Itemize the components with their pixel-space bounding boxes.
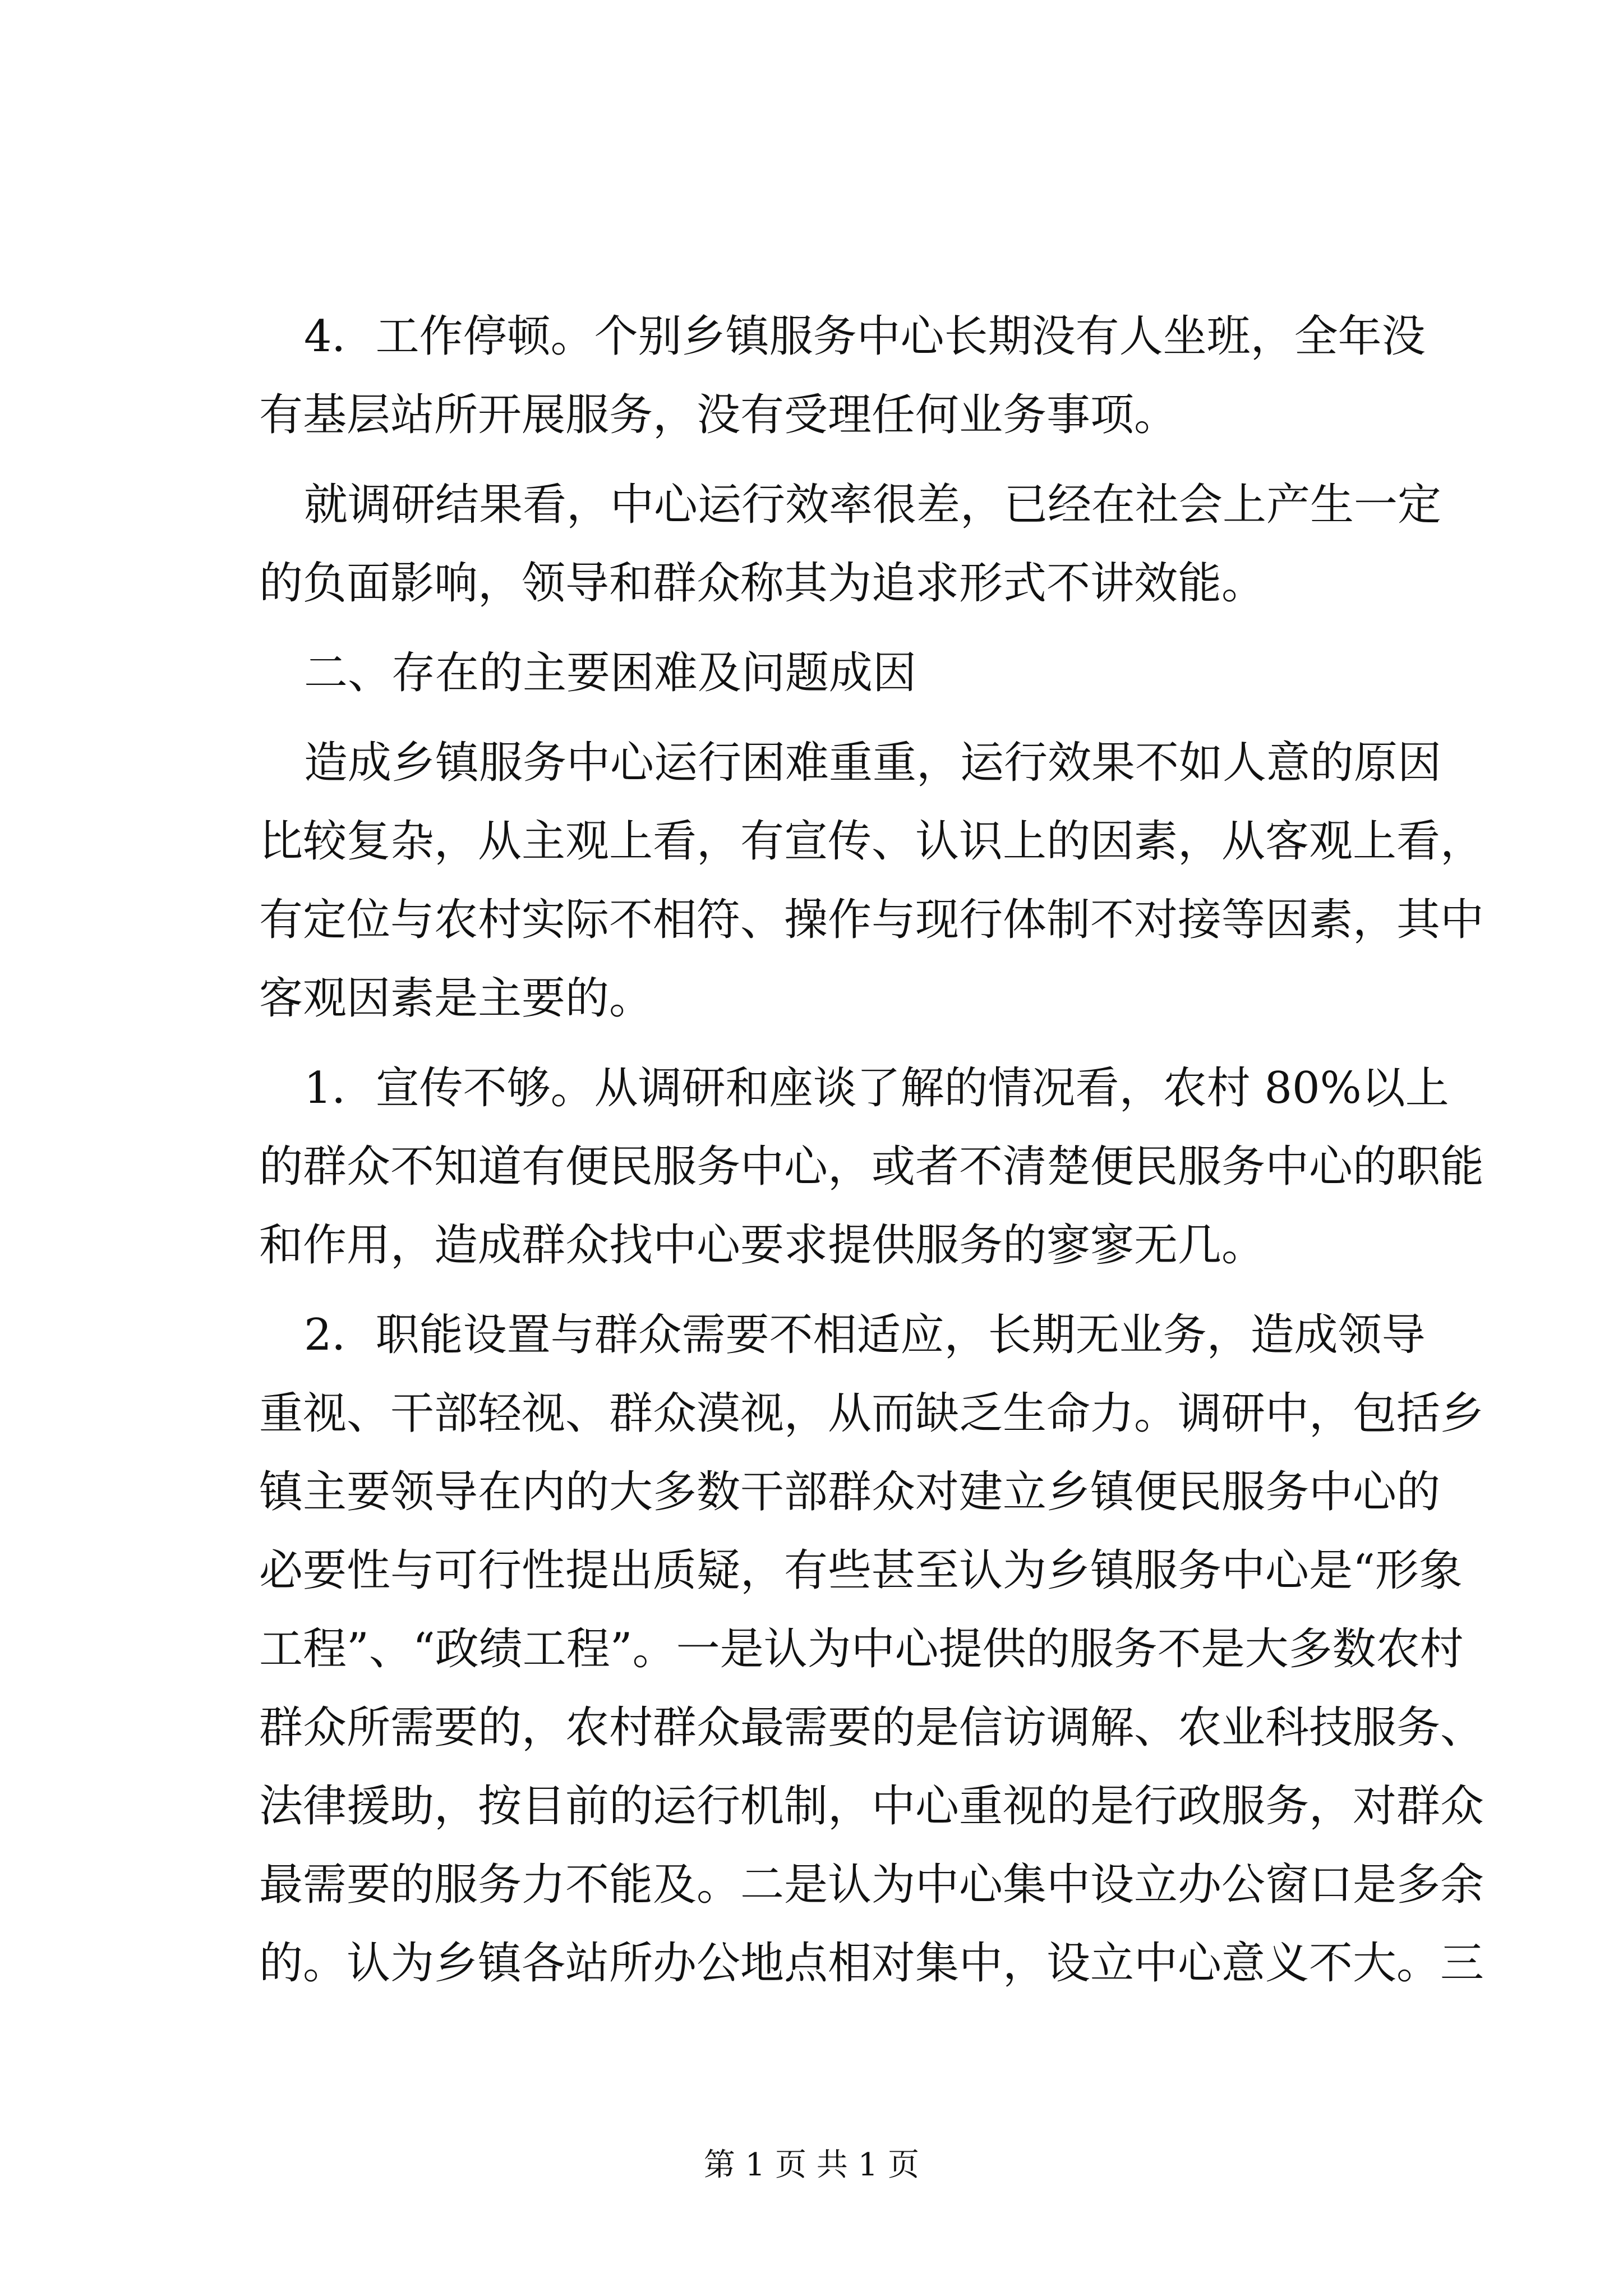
text-line: 和作用，造成群众找中心要求提供服务的寥寥无几。 <box>259 1220 1266 1271</box>
text-line: 的。认为乡镇各站所办公地点相对集中，设立中心意义不大。三 <box>259 1938 1484 1989</box>
text-line: 1．宣传不够。从调研和座谈了解的情况看，农村 80%以上 <box>304 1063 1449 1114</box>
section-heading: 二、存在的主要困难及问题成因 <box>304 648 917 698</box>
text-line: 法律援助，按目前的运行机制，中心重视的是行政服务，对群众 <box>259 1781 1484 1832</box>
text-line: 群众所需要的，农村群众最需要的是信访调解、农业科技服务、 <box>259 1703 1484 1753</box>
document-body <box>259 297 1484 2003</box>
text-line: 重视、干部轻视、群众漠视，从而缺乏生命力。调研中，包括乡 <box>259 1388 1484 1439</box>
page-number: 第 1 页 共 1 页 <box>703 2147 920 2183</box>
text-line: 有定位与农村实际不相符、操作与现行体制不对接等因素，其中 <box>259 895 1484 945</box>
text-line: 就调研结果看，中心运行效率很差，已经在社会上产生一定 <box>304 480 1442 530</box>
text-line: 的群众不知道有便民服务中心，或者不清楚便民服务中心的职能 <box>259 1142 1484 1192</box>
text-line: 的负面影响，领导和群众称其为追求形式不讲效能。 <box>259 558 1266 609</box>
text-line: 客观因素是主要的。 <box>259 973 653 1024</box>
text-line: 工程”、“政绩工程”。一是认为中心提供的服务不是大多数农村 <box>259 1624 1464 1674</box>
text-line: 2．职能设置与群众需要不相适应，长期无业务，造成领导 <box>304 1310 1426 1360</box>
text-line: 最需要的服务力不能及。二是认为中心集中设立办公窗口是多余 <box>259 1860 1484 1910</box>
text-line: 造成乡镇服务中心运行困难重重，运行效果不如人意的原因 <box>304 738 1442 788</box>
text-line: 有基层站所开展服务，没有受理任何业务事项。 <box>259 390 1178 440</box>
text-line: 4．工作停顿。个别乡镇服务中心长期没有人坐班，全年没 <box>304 311 1426 362</box>
page-footer <box>0 2146 1623 2185</box>
text-line: 比较复杂，从主观上看，有宣传、认识上的因素，从客观上看， <box>259 816 1484 867</box>
text-line: 镇主要领导在内的大多数干部群众对建立乡镇便民服务中心的 <box>259 1467 1441 1517</box>
text-line: 必要性与可行性提出质疑，有些甚至认为乡镇服务中心是“形象 <box>259 1545 1463 1596</box>
